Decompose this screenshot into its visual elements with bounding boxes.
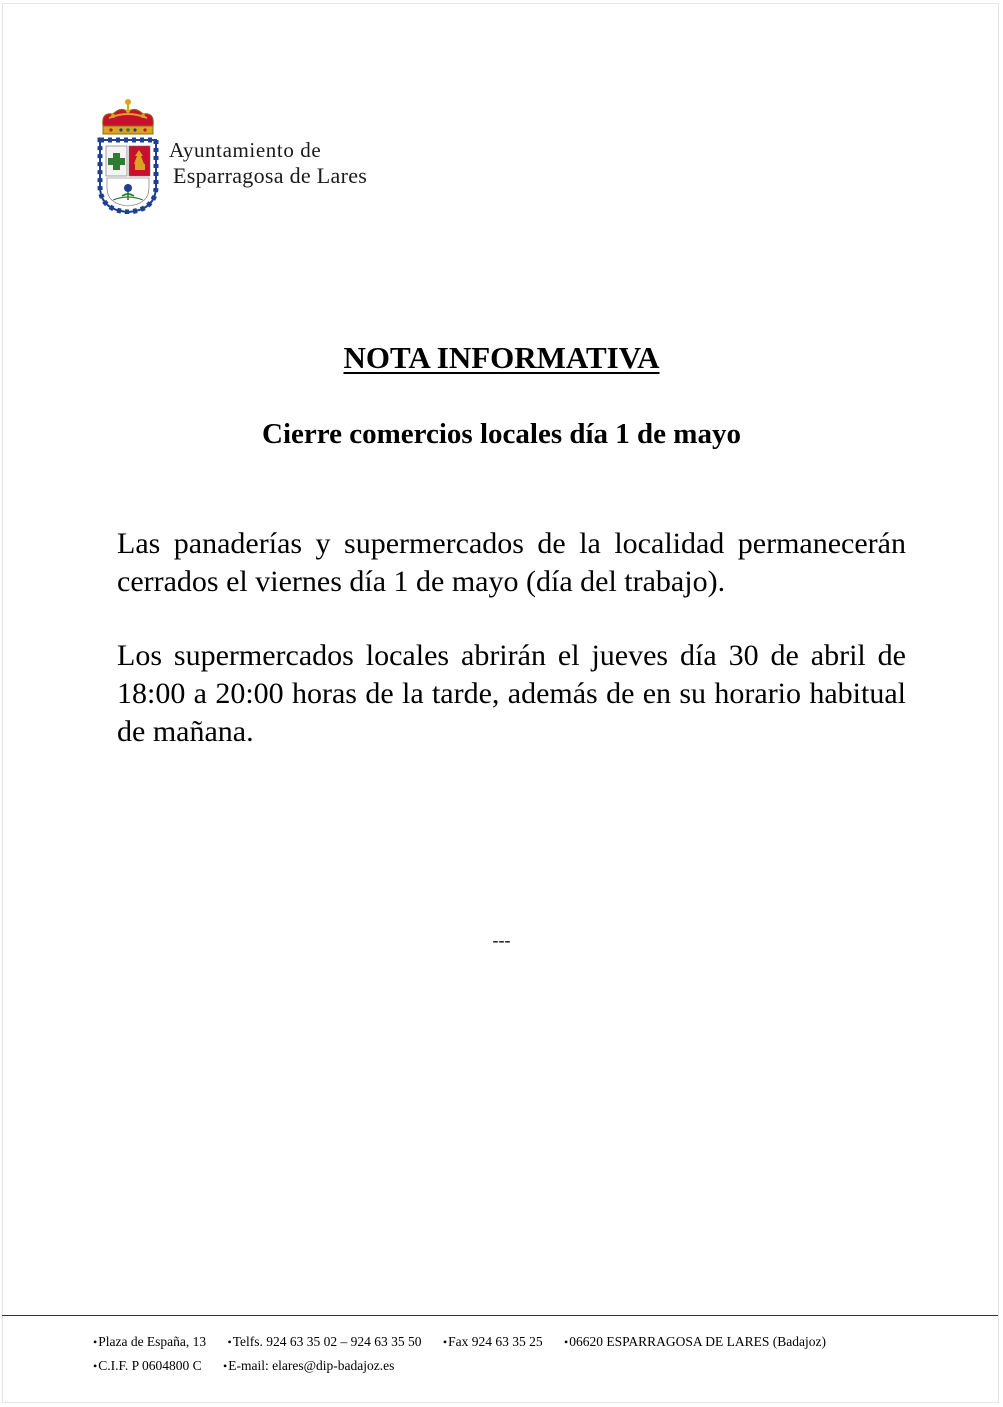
section-separator: --- — [492, 930, 511, 950]
footer-fax: • Fax 924 63 35 25 — [443, 1330, 543, 1354]
document-title — [0, 340, 1003, 376]
document-body — [117, 525, 906, 787]
footer-address: • Plaza de España, 13 — [93, 1330, 206, 1354]
document-subtitle: Cierre comercios locales día 1 de mayo — [262, 418, 741, 450]
municipal-coat-of-arms-icon — [97, 96, 159, 214]
footer-row — [93, 1330, 973, 1354]
document-title-text: NOTA INFORMATIVA — [343, 340, 660, 375]
footer-phones: • Telfs. 924 63 35 02 – 924 63 35 50 — [228, 1330, 422, 1354]
footer-divider — [2, 1315, 998, 1316]
footer-email: • E-mail: elares@dip-badajoz.es — [223, 1354, 394, 1378]
organization-name — [169, 138, 367, 188]
footer — [93, 1330, 973, 1378]
org-name-line2: Esparragosa de Lares — [173, 163, 368, 188]
body-paragraph: Los supermercados locales abrirán el jueves día 30 de abril de 18:00 a 20:00 horas de la tarde, además de en su horario habitual de mañana. — [117, 639, 906, 748]
body-paragraph: Las panaderías y supermercados de la localidad permanecerán cerrados el viernes día 1 de mayo (día del trabajo). — [117, 527, 906, 598]
footer-postal-city: • 06620 ESPARRAGOSA DE LARES (Badajoz) — [564, 1330, 826, 1354]
letterhead — [97, 96, 417, 216]
footer-row — [93, 1354, 973, 1378]
footer-cif: • C.I.F. P 0604800 C — [93, 1354, 202, 1378]
org-name-line1: Ayuntamiento de — [169, 138, 322, 162]
